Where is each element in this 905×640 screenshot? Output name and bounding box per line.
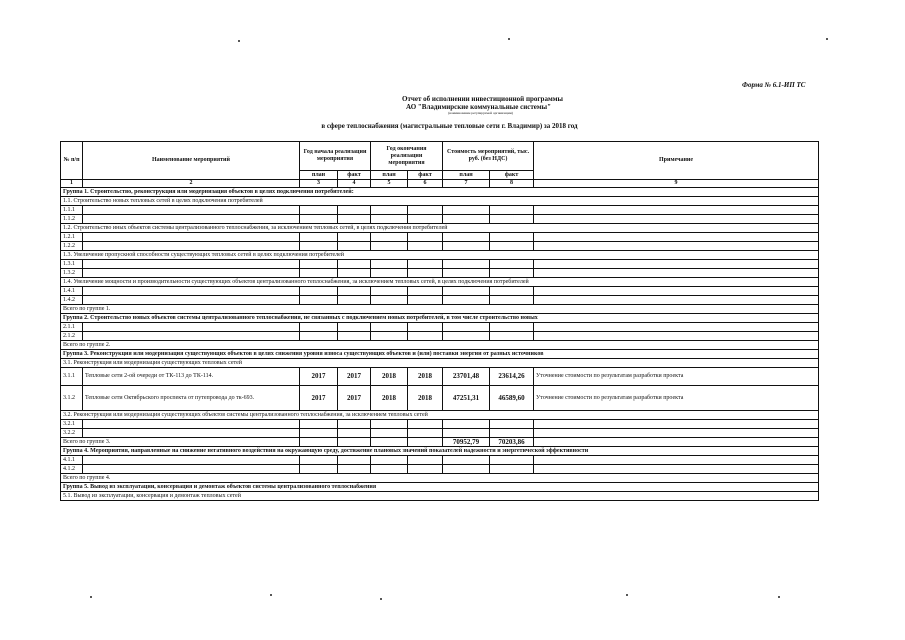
note: Уточнение стоимости по результатам разработки проекта	[534, 368, 819, 386]
form-number: Форма № 6.1-ИП ТС	[742, 81, 806, 89]
table-row	[61, 233, 819, 242]
row-number: 4.1.2	[61, 465, 83, 474]
end-plan: 2018	[371, 368, 408, 386]
section-3-1-heading: 3.1. Реконструкция или модернизация существующих тепловых сетей	[61, 359, 819, 368]
scan-speck	[508, 38, 510, 40]
table-row	[61, 296, 819, 305]
table-row	[61, 386, 819, 411]
cost-fact: 23614,26	[490, 368, 534, 386]
col-header-fact: факт	[408, 171, 443, 180]
group-3-cost-fact: 70203,86	[490, 438, 534, 447]
row-number: 4.1.1	[61, 456, 83, 465]
measure-name: Тепловые сети 2-ой очереди от ТК-113 до ТК-114.	[83, 368, 300, 386]
section-1-1-heading: 1.1. Строительство новых тепловых сетей в целях подключения потребителей	[61, 197, 819, 206]
col-header-plan: план	[443, 171, 490, 180]
note: Уточнение стоимости по результатам разработки проекта	[534, 386, 819, 411]
row-number: 2.1.1	[61, 323, 83, 332]
group-4-heading: Группа 4. Мероприятия, направленные на снижение негативного воздействия на окружающую среду, достижение плановых значений показателей надежности и энергетической эффективности	[61, 447, 819, 456]
end-fact: 2018	[408, 368, 443, 386]
section-1-4-heading: 1.4. Увеличение мощности и производительности существующих объектов централизованного теплоснабжения, за исключением тепловых сетей, в целях подключения потребителей	[61, 278, 819, 287]
group-3-cost-plan: 70952,79	[443, 438, 490, 447]
column-number: 6	[408, 180, 443, 188]
column-number: 1	[61, 180, 83, 188]
scan-speck	[90, 596, 92, 598]
scan-speck	[238, 40, 240, 42]
scan-speck	[626, 594, 628, 596]
scan-speck	[826, 38, 828, 40]
col-header-note: Примечание	[534, 142, 819, 180]
group-3-heading: Группа 3. Реконструкция или модернизация существующих объектов в целях снижения уровня износа существующих объектов и (или) поставки энергии от разных источников	[61, 350, 819, 359]
col-header-plan: план	[371, 171, 408, 180]
column-number: 7	[443, 180, 490, 188]
end-plan: 2018	[371, 386, 408, 411]
scan-speck	[778, 596, 780, 598]
row-number: 1.3.1	[61, 260, 83, 269]
table-row	[61, 368, 819, 386]
measure-name: Тепловые сети Октябрьского проспекта от путепровода до тк-693.	[83, 386, 300, 411]
group-1-total: Всего по группе 1.	[61, 305, 819, 314]
table-row	[61, 465, 819, 474]
group-1-heading: Группа 1. Строительство, реконструкция или модернизация объектов в целях подключения потребителей:	[61, 188, 819, 197]
column-number: 3	[300, 180, 338, 188]
start-fact: 2017	[338, 368, 371, 386]
row-number: 3.1.1	[61, 368, 83, 386]
group-2-total: Всего по группе 2.	[61, 341, 819, 350]
col-header-start: Год начала реализации мероприятия	[300, 142, 371, 171]
cost-plan: 47251,31	[443, 386, 490, 411]
section-1-3-heading: 1.3. Увеличение пропускной способности существующих тепловых сетей в целях подключения потребителей	[61, 251, 819, 260]
scan-speck	[270, 594, 272, 596]
col-header-name: Наименование мероприятий	[83, 142, 300, 180]
row-number: 3.1.2	[61, 386, 83, 411]
table-row	[61, 332, 819, 341]
report-title: Отчет об исполнении инвестиционной программы	[402, 95, 563, 103]
row-number: 1.1.2	[61, 215, 83, 224]
start-plan: 2017	[300, 386, 338, 411]
end-fact: 2018	[408, 386, 443, 411]
investment-program-table	[60, 141, 819, 501]
col-header-fact: факт	[490, 171, 534, 180]
start-fact: 2017	[338, 386, 371, 411]
section-5-1-heading: 5.1. Вывод из эксплуатации, консервация и демонтаж тепловых сетей	[61, 492, 819, 501]
column-number: 2	[83, 180, 300, 188]
row-number: 3.2.1	[61, 420, 83, 429]
row-number: 2.1.2	[61, 332, 83, 341]
table-row	[61, 269, 819, 278]
row-number: 3.2.2	[61, 429, 83, 438]
row-number: 1.4.1	[61, 287, 83, 296]
col-header-cost: Стоимость мероприятий, тыс. руб. (без НДС)	[443, 142, 534, 171]
organization-caption: (наименование регулируемой организации)	[448, 111, 513, 115]
row-number: 1.1.1	[61, 206, 83, 215]
table-row	[61, 456, 819, 465]
col-header-num: № п/п	[61, 142, 83, 180]
table-row	[61, 215, 819, 224]
column-number: 9	[534, 180, 819, 188]
cost-plan: 23701,48	[443, 368, 490, 386]
table-row	[61, 242, 819, 251]
table-row	[61, 287, 819, 296]
group-3-total: Всего по группе 3.	[61, 438, 300, 447]
column-number: 8	[490, 180, 534, 188]
col-header-fact: факт	[338, 171, 371, 180]
row-number: 1.4.2	[61, 296, 83, 305]
group-4-total: Всего по группе 4.	[61, 474, 819, 483]
table-row	[61, 260, 819, 269]
group-3-total-row	[61, 438, 819, 447]
cost-fact: 46589,60	[490, 386, 534, 411]
report-subtitle: в сфере теплоснабжения (магистральные тепловые сети г. Владимир) за 2018 год	[321, 122, 578, 130]
organization-name: АО "Владимирские коммунальные системы"	[405, 103, 552, 111]
column-number: 4	[338, 180, 371, 188]
start-plan: 2017	[300, 368, 338, 386]
section-1-2-heading: 1.2. Строительство иных объектов системы централизованного теплоснабжения, за исключением тепловых сетей, в целях подключения потребителей	[61, 224, 819, 233]
row-number: 1.3.2	[61, 269, 83, 278]
row-number: 1.2.1	[61, 233, 83, 242]
section-3-2-heading: 3.2. Реконструкция или модернизация существующих объектов системы централизованного теплоснабжения, за исключением тепловых сетей	[61, 411, 819, 420]
group-5-heading: Группа 5. Вывод из эксплуатации, консервация и демонтаж объектов системы централизованного теплоснабжения	[61, 483, 819, 492]
table-row	[61, 323, 819, 332]
group-2-heading: Группа 2. Строительство новых объектов системы централизованного теплоснабжения, не связанных с подключением новых потребителей, в том числе строительство новых	[61, 314, 819, 323]
table-row	[61, 206, 819, 215]
row-number: 1.2.2	[61, 242, 83, 251]
col-header-plan: план	[300, 171, 338, 180]
col-header-end: Год окончания реализации мероприятия	[371, 142, 443, 171]
table-row	[61, 420, 819, 429]
column-number: 5	[371, 180, 408, 188]
scan-speck	[380, 598, 382, 600]
table-row	[61, 429, 819, 438]
